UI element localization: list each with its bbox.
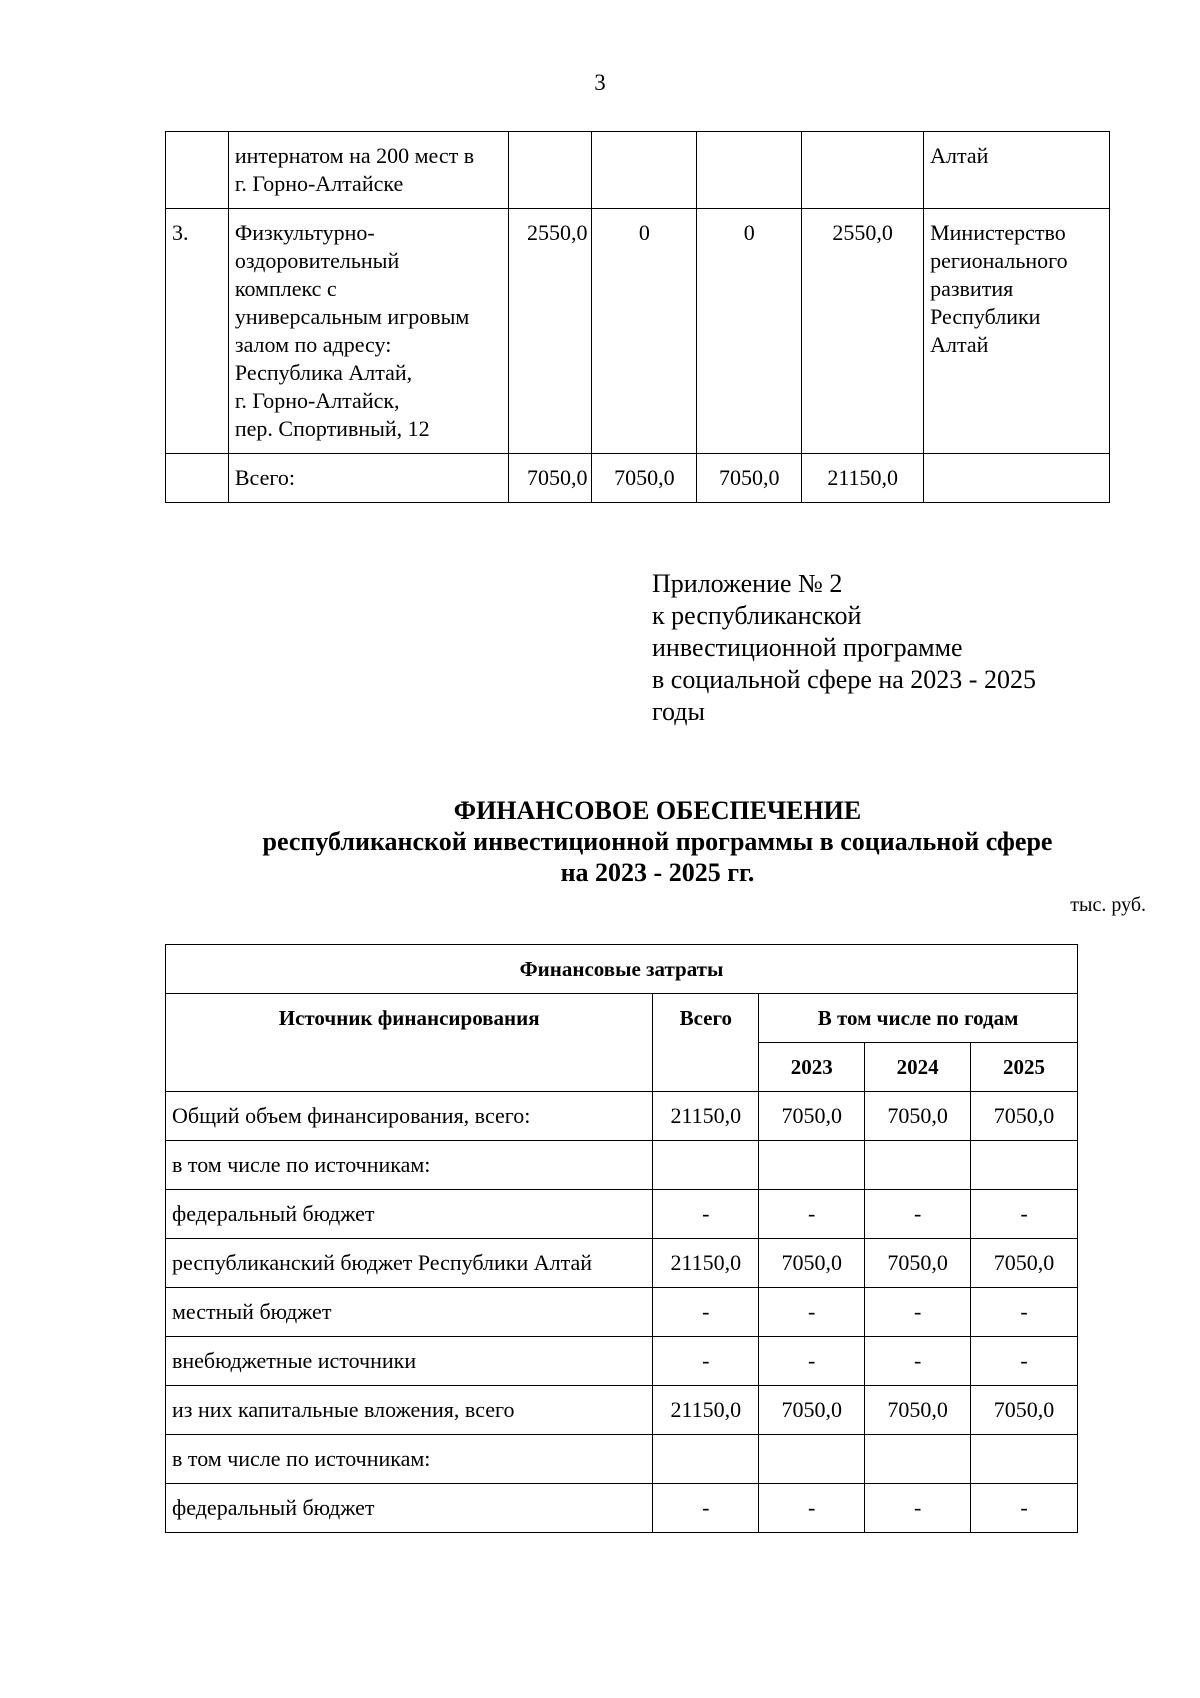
responsible-line: Министерство xyxy=(930,220,1066,245)
source-label: федеральный бюджет xyxy=(166,1484,653,1533)
year-cell: 7050,0 xyxy=(865,1092,971,1141)
responsible-cell xyxy=(924,132,1110,209)
object-name-line: комплекс с xyxy=(234,276,337,301)
object-name-line: Республика Алтай, xyxy=(234,360,413,385)
source-label: в том числе по источникам: xyxy=(166,1141,653,1190)
appendix-line: к республиканской xyxy=(652,601,862,630)
source-label: федеральный бюджет xyxy=(166,1190,653,1239)
responsible-line: регионального xyxy=(930,248,1068,273)
column-header-source: Источник финансирования xyxy=(166,994,653,1092)
object-name-line: г. Горно-Алтайске xyxy=(234,171,404,196)
row-number-cell xyxy=(166,454,229,503)
page-number: 3 xyxy=(594,70,606,95)
value-cell: 0 xyxy=(697,209,802,454)
year-cell xyxy=(971,1141,1078,1190)
table-row xyxy=(166,1141,1078,1190)
year-cell: - xyxy=(865,1484,971,1533)
value-cell: 0 xyxy=(592,209,697,454)
appendix-line: в социальной сфере на 2023 - 2025 xyxy=(652,665,1036,694)
year-cell: - xyxy=(971,1190,1078,1239)
year-cell: - xyxy=(971,1337,1078,1386)
value-cell xyxy=(508,132,592,209)
column-header-years-group: В том числе по годам xyxy=(759,994,1078,1043)
source-label: из них капитальные вложения, всего xyxy=(166,1386,653,1435)
row-number-cell: 3. xyxy=(166,209,229,454)
table-header-row xyxy=(166,994,1078,1043)
object-name-line: г. Горно-Алтайск, xyxy=(234,388,400,413)
table-row xyxy=(166,1190,1078,1239)
total-cell: 21150,0 xyxy=(653,1386,759,1435)
year-cell: - xyxy=(759,1288,865,1337)
year-cell: 7050,0 xyxy=(759,1092,865,1141)
total-cell: - xyxy=(653,1288,759,1337)
row-number-cell xyxy=(166,132,229,209)
year-cell: - xyxy=(865,1190,971,1239)
year-cell: 7050,0 xyxy=(971,1239,1078,1288)
title-line: на 2023 - 2025 гг. xyxy=(560,858,755,887)
table-row xyxy=(166,1092,1078,1141)
units-label: тыс. руб. xyxy=(1070,894,1146,916)
responsible-cell xyxy=(924,209,1110,454)
appendix-note xyxy=(652,568,1036,728)
source-label: в том числе по источникам: xyxy=(166,1435,653,1484)
column-header-year: 2024 xyxy=(865,1043,971,1092)
column-header-year: 2023 xyxy=(759,1043,865,1092)
total-cell: 21150,0 xyxy=(653,1092,759,1141)
object-name-line: универсальным игровым xyxy=(234,304,470,329)
year-cell xyxy=(971,1435,1078,1484)
year-cell: 7050,0 xyxy=(759,1386,865,1435)
object-name-line: Физкультурно- xyxy=(234,220,375,245)
object-name-line: интернатом на 200 мест в xyxy=(234,143,475,168)
object-name-line: залом по адресу: xyxy=(234,332,392,357)
year-cell: - xyxy=(865,1337,971,1386)
object-name-cell xyxy=(228,209,508,454)
column-header-year: 2025 xyxy=(971,1043,1078,1092)
year-cell: 7050,0 xyxy=(865,1239,971,1288)
year-cell xyxy=(759,1435,865,1484)
responsible-line: Алтай xyxy=(930,143,989,168)
responsible-cell xyxy=(924,454,1110,503)
year-cell xyxy=(865,1435,971,1484)
year-cell xyxy=(759,1141,865,1190)
total-cell: - xyxy=(653,1190,759,1239)
source-label: внебюджетные источники xyxy=(166,1337,653,1386)
total-cell xyxy=(653,1435,759,1484)
total-cell: - xyxy=(653,1484,759,1533)
table-row xyxy=(166,1239,1078,1288)
value-cell: 7050,0 xyxy=(508,454,592,503)
table-row xyxy=(166,209,1110,454)
value-cell xyxy=(592,132,697,209)
total-cell xyxy=(653,1141,759,1190)
table-row xyxy=(166,1484,1078,1533)
table-row xyxy=(166,1386,1078,1435)
year-cell: 7050,0 xyxy=(865,1386,971,1435)
value-cell: 2550,0 xyxy=(508,209,592,454)
year-cell: - xyxy=(971,1484,1078,1533)
total-cell xyxy=(802,132,924,209)
investment-objects-table xyxy=(165,131,1110,503)
value-cell xyxy=(697,132,802,209)
year-cell: - xyxy=(971,1288,1078,1337)
year-cell xyxy=(865,1141,971,1190)
appendix-line: Приложение № 2 xyxy=(652,569,843,598)
source-label: местный бюджет xyxy=(166,1288,653,1337)
table-row xyxy=(166,1288,1078,1337)
title-line: республиканской инвестиционной программы в социальной сфере xyxy=(262,827,1053,856)
year-cell: - xyxy=(759,1337,865,1386)
column-header-total: Всего xyxy=(653,994,759,1092)
year-cell: 7050,0 xyxy=(759,1239,865,1288)
table-caption: Финансовые затраты xyxy=(166,945,1078,994)
year-cell: 7050,0 xyxy=(971,1092,1078,1141)
year-cell: - xyxy=(759,1484,865,1533)
year-cell: - xyxy=(759,1190,865,1239)
responsible-line: Алтай xyxy=(930,332,989,357)
total-cell: 21150,0 xyxy=(802,454,924,503)
object-name-line: пер. Спортивный, 12 xyxy=(234,416,430,441)
document-title xyxy=(0,795,1200,888)
object-name-line: оздоровительный xyxy=(234,248,400,273)
responsible-line: развития xyxy=(930,276,1014,301)
table-row-total xyxy=(166,454,1110,503)
object-name-cell xyxy=(228,132,508,209)
financing-table xyxy=(165,944,1078,1533)
total-cell: - xyxy=(653,1337,759,1386)
appendix-line: инвестиционной программе xyxy=(652,633,963,662)
table-header-row xyxy=(166,945,1078,994)
value-cell: 7050,0 xyxy=(592,454,697,503)
table-row xyxy=(166,1435,1078,1484)
year-cell: - xyxy=(865,1288,971,1337)
table-row xyxy=(166,1337,1078,1386)
title-line: ФИНАНСОВОЕ ОБЕСПЕЧЕНИЕ xyxy=(453,796,862,825)
responsible-line: Республики xyxy=(930,304,1041,329)
source-label: республиканский бюджет Республики Алтай xyxy=(166,1239,653,1288)
total-label-cell: Всего: xyxy=(228,454,508,503)
appendix-line: годы xyxy=(652,697,705,726)
total-cell: 21150,0 xyxy=(653,1239,759,1288)
total-cell: 2550,0 xyxy=(802,209,924,454)
source-label: Общий объем финансирования, всего: xyxy=(166,1092,653,1141)
table-row xyxy=(166,132,1110,209)
value-cell: 7050,0 xyxy=(697,454,802,503)
year-cell: 7050,0 xyxy=(971,1386,1078,1435)
